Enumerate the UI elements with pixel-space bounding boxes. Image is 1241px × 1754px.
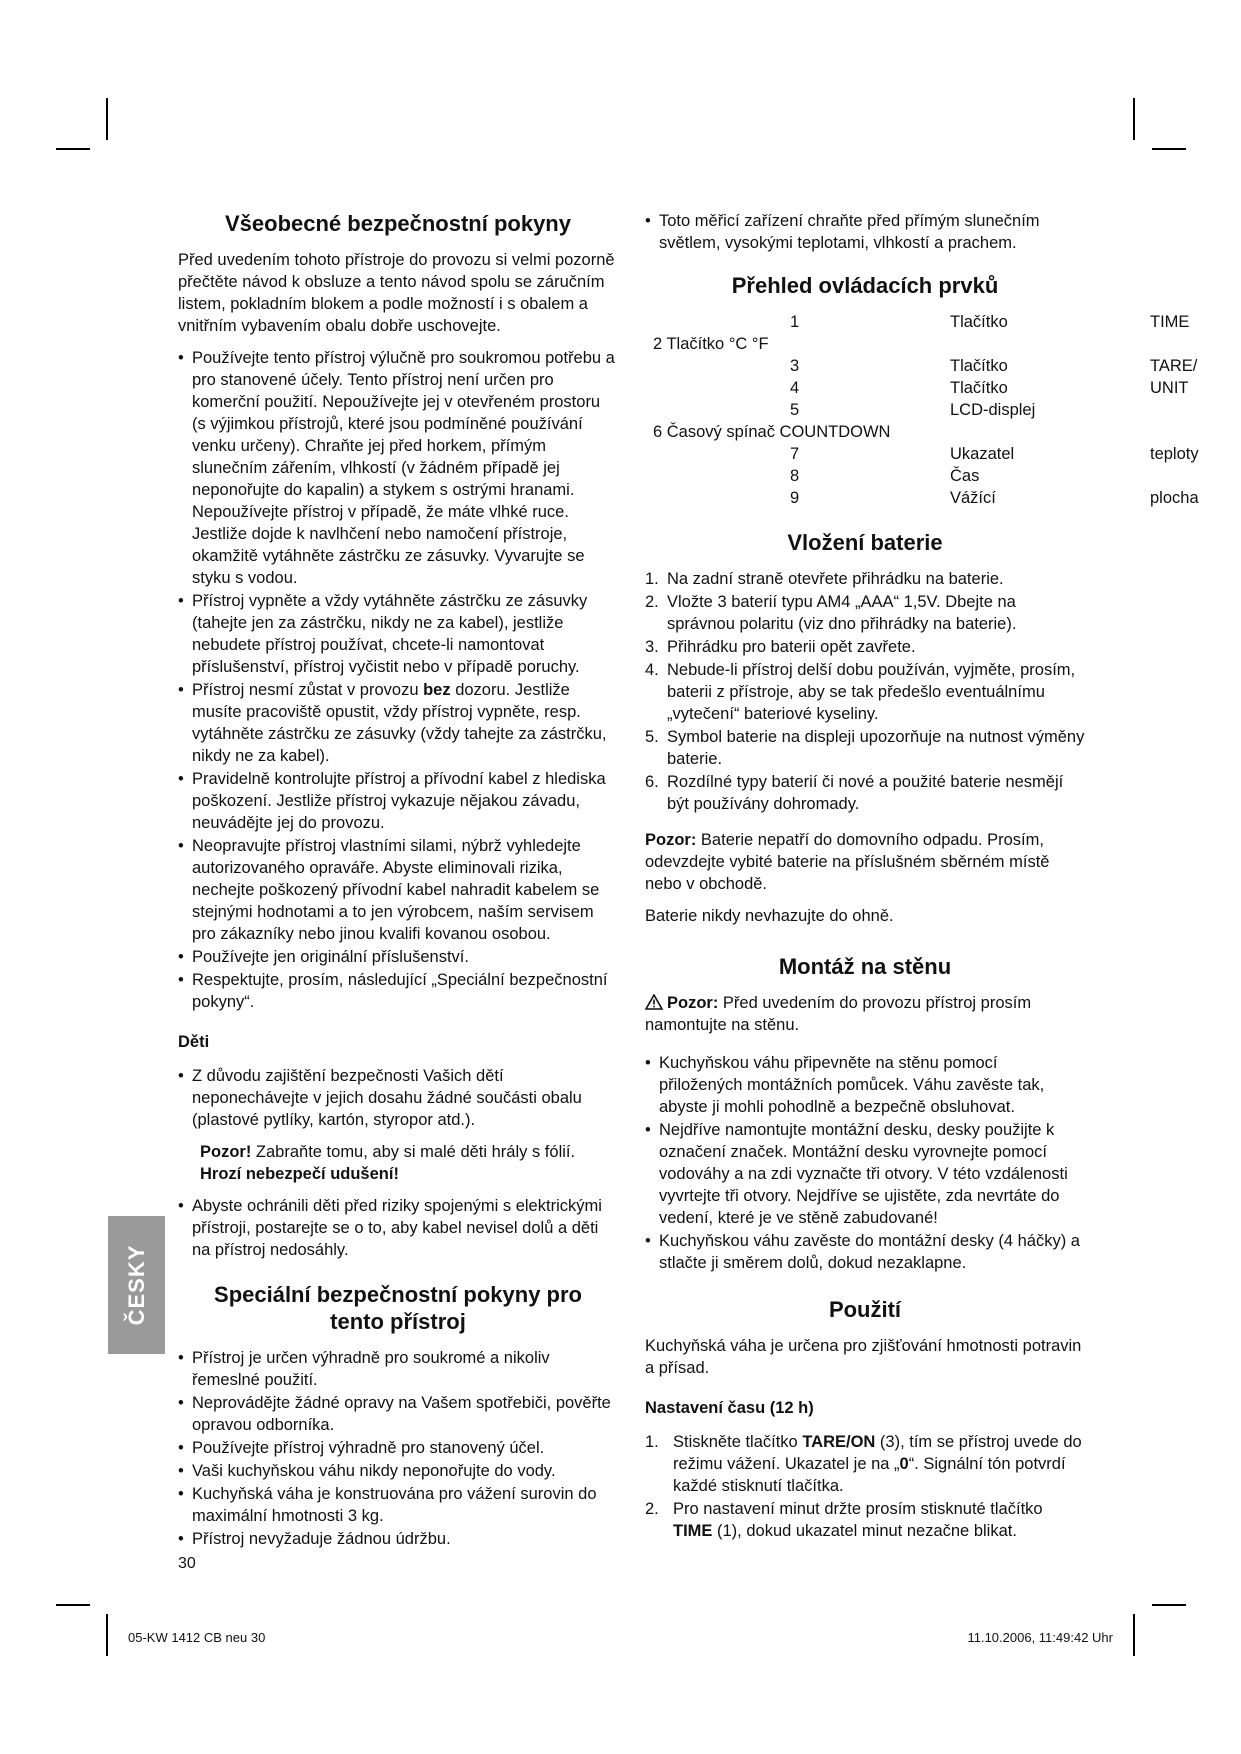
list-item: • Přístroj je určen výhradně pro soukromé a nikoliv řemeslné použití. [178, 1349, 550, 1389]
list-item: 1. Stiskněte tlačítko TARE/ON (3), tím se přístroj uvede do režimu vážení. Ukazatel je na „0“. Signální tón potvrdí každé stisknutí tlačítka. [645, 1433, 1082, 1495]
list-item: • Vaši kuchyňskou váhu nikdy neponořujte do vody. [178, 1462, 556, 1480]
general-safety-title: Všeobecné bezpečnostní pokyny [225, 211, 571, 236]
list-item: • Z důvodu zajištění bezpečnosti Vašich dětí neponechávejte v jejich dosahu žádné součásti obalu (plastové pytlíky, kartón, styropor atd.). [178, 1067, 582, 1129]
list-item: • Kuchyňskou váhu zavěste do montážní desky (4 háčky) a stlačte ji směrem dolů, dokud nezaklapne. [645, 1232, 1080, 1272]
battery-warning: Pozor: Baterie nepatří do domovního odpadu. Prosím, odevzdejte vybité baterie na příslušném sběrném místě nebo v obchodě. [645, 831, 1050, 893]
list-item: • Toto měřicí zařízení chraňte před přímým slunečním světlem, vysokými teplotami, vlhkostí a prachem. [645, 212, 1040, 252]
list-item: • Pravidelně kontrolujte přístroj a přívodní kabel z hlediska poškození. Jestliže přístroj vykazuje nějakou závadu, neuvádějte jej do provozu. [178, 770, 606, 832]
footer-right: 11.10.2006, 11:49:42 Uhr [967, 1630, 1113, 1645]
list-item: 1. Na zadní straně otevřete přihrádku na baterie. [645, 570, 1004, 588]
list-item: 4. Nebude-li přístroj delší dobu používán, vyjměte, prosím, baterii z přístroje, aby se tak předešlo eventuálnímu „vytečení“ bateriové kyseliny. [645, 661, 1076, 723]
usage-title: Použití [828, 1297, 902, 1322]
crop-mark [106, 98, 108, 140]
table-row: 2 Tlačítko °C °F [653, 335, 769, 353]
table-row: 3 Tlačítko TARE/ [790, 357, 1198, 375]
list-item: 3. Přihrádku pro baterii opět zavřete. [645, 638, 916, 656]
warning-icon [645, 994, 663, 1010]
controls-table [645, 311, 1199, 511]
list-item: • Neopravujte přístroj vlastními silami, nýbrž vyhledejte autorizovaného opraváře. Abyste eliminovali rizika, nechejte poškozený přívodní kabel nahradit kabelem se stejnými hodnotami a to jen výrobcem, naším servisem pro zákazníky nebo jinou kvalifi kovanou osobou. [178, 837, 600, 943]
battery-fire-note: Baterie nikdy nevhazujte do ohně. [645, 907, 894, 925]
table-row: 6 Časový spínač COUNTDOWN [653, 423, 891, 441]
special-safety-list [178, 1347, 618, 1550]
table-row: 1 Tlačítko TIME [790, 313, 1190, 331]
crop-mark [56, 148, 90, 150]
crop-mark [1133, 98, 1135, 140]
table-row: 9 Vážící plocha [790, 489, 1199, 507]
crop-mark [1152, 148, 1186, 150]
table-row: 4 Tlačítko UNIT [790, 379, 1189, 397]
list-item: • Přístroj nevyžaduje žádnou údržbu. [178, 1530, 451, 1548]
crop-mark [56, 1604, 90, 1606]
crop-mark [1133, 1614, 1135, 1656]
list-item: • Abyste ochránili děti před riziky spojenými s elektrickými přístroji, postarejte se o to, aby kabel nevisel dolů a děti na přístroj nedosáhly. [178, 1197, 602, 1259]
children-list-2 [178, 1195, 618, 1261]
table-row: 7 Ukazatel teploty [790, 445, 1199, 463]
language-tab [108, 1216, 165, 1354]
battery-title: Vložení baterie [787, 530, 943, 555]
battery-steps [645, 568, 1085, 815]
list-item: • Neprovádějte žádné opravy na Vašem spotřebiči, pověřte opravou odborníka. [178, 1394, 611, 1434]
list-item: • Přístroj nesmí zůstat v provozu bez dozoru. Jestliže musíte pracoviště opustit, vždy přístroj vypněte, resp. vytáhněte zástrčku ze zásuvky (vždy tahejte za zástrčku, nikdy ne za kabel). [178, 681, 607, 765]
time-setting-heading: Nastavení času (12 h) [645, 1399, 814, 1417]
list-item: 5. Symbol baterie na displeji upozorňuje na nutnost výměny baterie. [645, 728, 1085, 768]
list-item: • Používejte jen originální příslušenství. [178, 948, 469, 966]
protection-list [645, 210, 1085, 254]
list-item: • Kuchyňská váha je konstruována pro vážení surovin do maximální hmotnosti 3 kg. [178, 1485, 597, 1525]
safety-list [178, 347, 618, 1013]
list-item: • Nejdříve namontujte montážní desku, desky použijte k označení značek. Montážní desku vyrovnejte pomocí vodováhy a na zdi vyznačte tři otvory. V této vzdálenosti vyvrtejte tři otvory. Nejdříve se ujistěte, zda nevrtáte do vedení, které je ve stěně zabudované! [645, 1121, 1068, 1227]
language-tab-label: ČESKY [123, 1244, 149, 1326]
usage-paragraph: Kuchyňská váha je určena pro zjišťování hmotnosti potravin a přísad. [645, 1337, 1082, 1377]
list-item: • Používejte přístroj výhradně pro stanovený účel. [178, 1439, 545, 1457]
special-safety-title: Speciální bezpečnostní pokyny pro tento přístroj [214, 1282, 582, 1334]
children-list [178, 1065, 618, 1131]
crop-mark [1152, 1604, 1186, 1606]
list-item: 2. Pro nastavení minut držte prosím stisknuté tlačítko TIME (1), dokud ukazatel minut nezačne blikat. [645, 1500, 1043, 1540]
footer-left: 05-KW 1412 CB neu 30 [128, 1630, 266, 1645]
wall-mount-title: Montáž na stěnu [778, 954, 952, 979]
list-item: • Přístroj vypněte a vždy vytáhněte zástrčku ze zásuvky (tahejte jen za zástrčku, nikdy ne za kabel), jestliže nebudete přístroj používat, chcete-li namontovat příslušenství, přístroj vyčistit nebo v případě poruchy. [178, 592, 588, 676]
wall-mount-list [645, 1052, 1085, 1274]
children-heading: Děti [178, 1033, 210, 1051]
time-setting-steps [645, 1431, 1085, 1542]
page-number: 30 [178, 1555, 196, 1572]
intro-paragraph: Před uvedením tohoto přístroje do provozu si velmi pozorně přečtěte návod k obsluze a tento návod spolu se záručním listem, pokladním blokem a podle možností i s obalem a vnitřním vybavením obalu dobře uschovejte. [178, 251, 615, 335]
table-row: 5 LCD-displej [790, 401, 1036, 419]
list-item: • Respektujte, prosím, následující „Speciální bezpečnostní pokyny“. [178, 971, 608, 1011]
right-column [645, 210, 1199, 1556]
list-item: • Používejte tento přístroj výlučně pro soukromou potřebu a pro stanovené účely. Tento přístroj není určen pro komerční použití. Nepoužívejte jej v otevřeném prostoru (s výjimkou přístrojů, které jsou podmíněné používání venku určeny). Chraňte jej před horkem, přímým slunečním zářením, vlhkostí (v žádném případě jej neponořujte do kapalin) a stykem s ostrými hranami. Nepoužívejte přístroj v případě, že máte vlhké ruce. Jestliže dojde k navlhčení nebo namočení přístroje, okamžitě vytáhněte zástrčku ze zásuvky. Vyvarujte se styku s vodou. [178, 349, 615, 587]
controls-overview-title: Přehled ovládacích prvků [731, 273, 999, 298]
crop-mark [106, 1614, 108, 1656]
list-item: 6. Rozdílné typy baterií či nové a použité baterie nesmějí být používány dohromady. [645, 773, 1064, 813]
table-row: 8 Čas [790, 467, 980, 485]
left-column [178, 210, 618, 1560]
wall-mount-warning: Pozor: Před uvedením do provozu přístroj prosím namontujte na stěnu. [645, 994, 1032, 1034]
children-warning: Pozor! Zabraňte tomu, aby si malé děti hrály s fólií. Hrozí nebezpečí udušení! [200, 1143, 576, 1183]
list-item: 2. Vložte 3 baterií typu AM4 „AAA“ 1,5V. Dbejte na správnou polaritu (viz dno přihrádky na baterie). [645, 593, 1017, 633]
list-item: • Kuchyňskou váhu připevněte na stěnu pomocí přiložených montážních pomůcek. Váhu zavěste tak, abyste ji mohli pohodlně a bezpečně obsluhovat. [645, 1054, 1045, 1116]
